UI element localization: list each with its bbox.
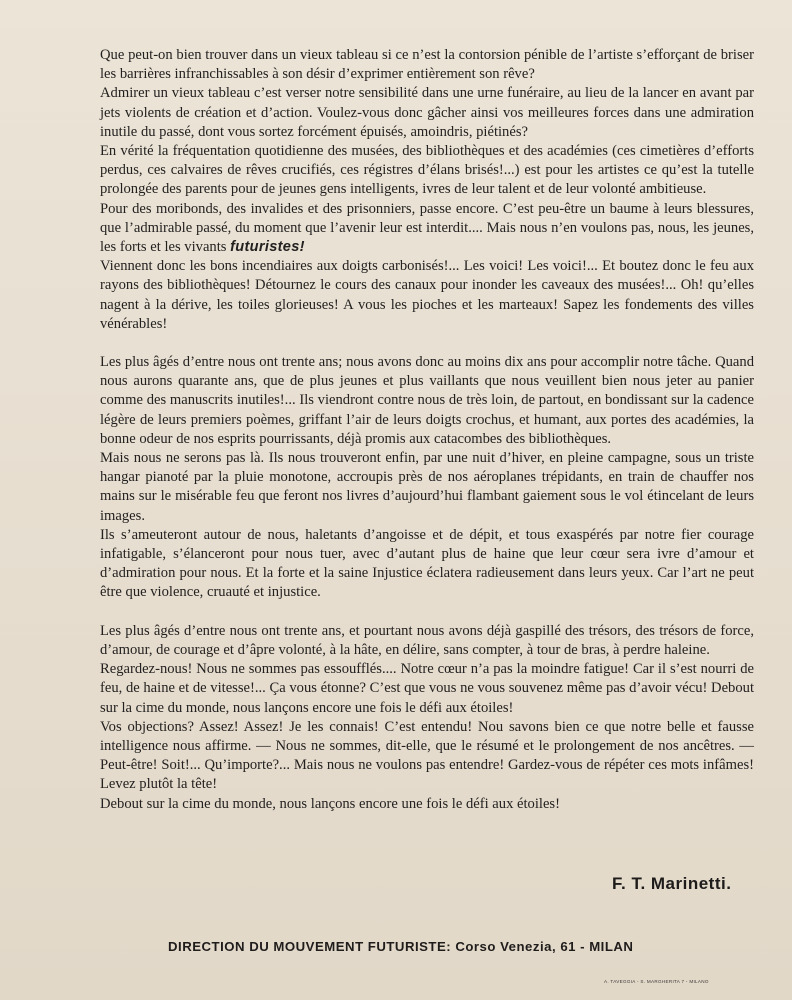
signature: F. T. Marinetti. [612,874,732,893]
paragraph: Ils s’ameuteront autour de nous, haletants d’angoisse et de dépit, et tous exaspérés par notre fier courage infatigable, s’élanceront pour nous tuer, avec d’autant plus de haine que leur cœur sera ivre d’amour et d’admiration pour nous. Et la forte et la saine Injustice éclatera radieusement dans leurs yeux. Car l’art ne peut être que violence, cruauté et injustice. [100,526,754,601]
paragraph-text: Pour des moribonds, des invalides et des prisonniers, passe encore. C’est peu-être un baume à leurs blessures, que l’admirable passé, du moment que l’avenir leur est interdit.... Mais nous n’en voulons pas, nous, les jeunes, les forts et les vivants [100,200,754,256]
paragraph: Mais nous ne serons pas là. Ils nous trouveront enfin, par une nuit d’hiver, en pleine campagne, sous un triste hangar pianoté par la pluie monotone, accroupis près de nos aéroplanes trépidants, en train de chauffer nos mains sur le misérable feu que feront nos livres d’aujourd’hui flambant gaiement sous le vol étincelant de leurs images. [100,450,754,524]
paragraph: Debout sur la cime du monde, nous lançons encore une fois le défi aux étoiles! [100,795,560,812]
paragraph: Vos objections? Assez! Assez! Je les connais! C’est entendu! Nou savons bien ce que notre belle et fausse intelligence nous affirme. — Nous ne sommes, dit-elle, que le résumé et le prolongement de nos ancêtres. — Peut-être! Soit!... Qu’importe?... Mais nous ne voulons pas entendre! Gardez-vous de répéter ces mots infâmes! Levez plutôt la tête! [100,718,754,793]
body-text [100,46,754,814]
footer-address: DIRECTION DU MOUVEMENT FUTURISTE: Corso Venezia, 61 - MILAN [168,939,634,954]
paragraph: Regardez-nous! Nous ne sommes pas essoufflés.... Notre cœur n’a pas la moindre fatigue! Car il s’est nourri de feu, de haine et de vitesse!... Ça vous étonne? C’est que vous ne vous souvenez même pas d’avoir vécu! Debout sur la cime du monde, nous lançons encore une fois le défi aux étoiles! [100,661,754,716]
section-gap [100,334,754,353]
futuristes-emphasis: futuristes! [230,239,305,256]
section-gap [100,603,754,622]
paragraph: Viennent donc les bons incendiaires aux doigts carbonisés!... Les voici! Les voici!... Et boutez donc le feu aux rayons des bibliothèques! Détournez le cours des canaux pour inonder les caveaux des musées!... Oh! qu’elles nagent à la dérive, les toiles glorieuses! A vous les pioches et les marteaux! Sapez les fondements des villes vénérables! [100,258,754,332]
paragraph: En vérité la fréquentation quotidienne des musées, des bibliothèques et des académies (ces cimetières d’efforts perdus, ces calvaires de rêves crucifiés, ces régistres d’élans brisés!...) est pour les artistes ce qu’est la tutelle prolongée des parents pour de jeunes gens intelligents, ivres de leur talent et de leur volonté ambitieuse. [100,143,754,198]
paragraph: Que peut-on bien trouver dans un vieux tableau si ce n’est la contorsion pénible de l’artiste s’efforçant de briser les barrières infranchissables à son désir d’exprimer entièrement son rêve? [100,47,754,83]
paragraph: Les plus âgés d’entre nous ont trente ans; nous avons donc au moins dix ans pour accomplir notre tâche. Quand nous aurons quarante ans, que de plus jeunes et plus vaillants que nous veuillent bien nous jeter au panier comme des manuscrits inutiles!... Ils viendront contre nous de très loin, de partout, en bondissant sur la cadence légère de leurs premiers poèmes, griffant l’air de leurs doigts crochus, et humant, aux portes des académies, la bonne odeur de nos esprits pourrissants, déjà promis aux catacombes des bibliothèques. [100,354,754,447]
printer-mark: A. TAVEGGIA - S. MARGHERITA 7 - MILANO [604,979,709,984]
paragraph [100,200,754,258]
paragraph: Admirer un vieux tableau c’est verser notre sensibilité dans une urne funéraire, au lieu de la lancer en avant par jets violents de création et d’action. Voulez-vous donc gâcher ainsi vos meilleures forces dans une admiration inutile du passé, dont vous sortez forcément épuisés, amoindris, piétinés? [100,85,754,140]
paragraph: Les plus âgés d’entre nous ont trente ans, et pourtant nous avons déjà gaspillé des trésors, des trésors de force, d’amour, de courage et d’âpre volonté, à la hâte, en délire, sans compter, à tour de bras, à perdre haleine. [100,622,754,658]
